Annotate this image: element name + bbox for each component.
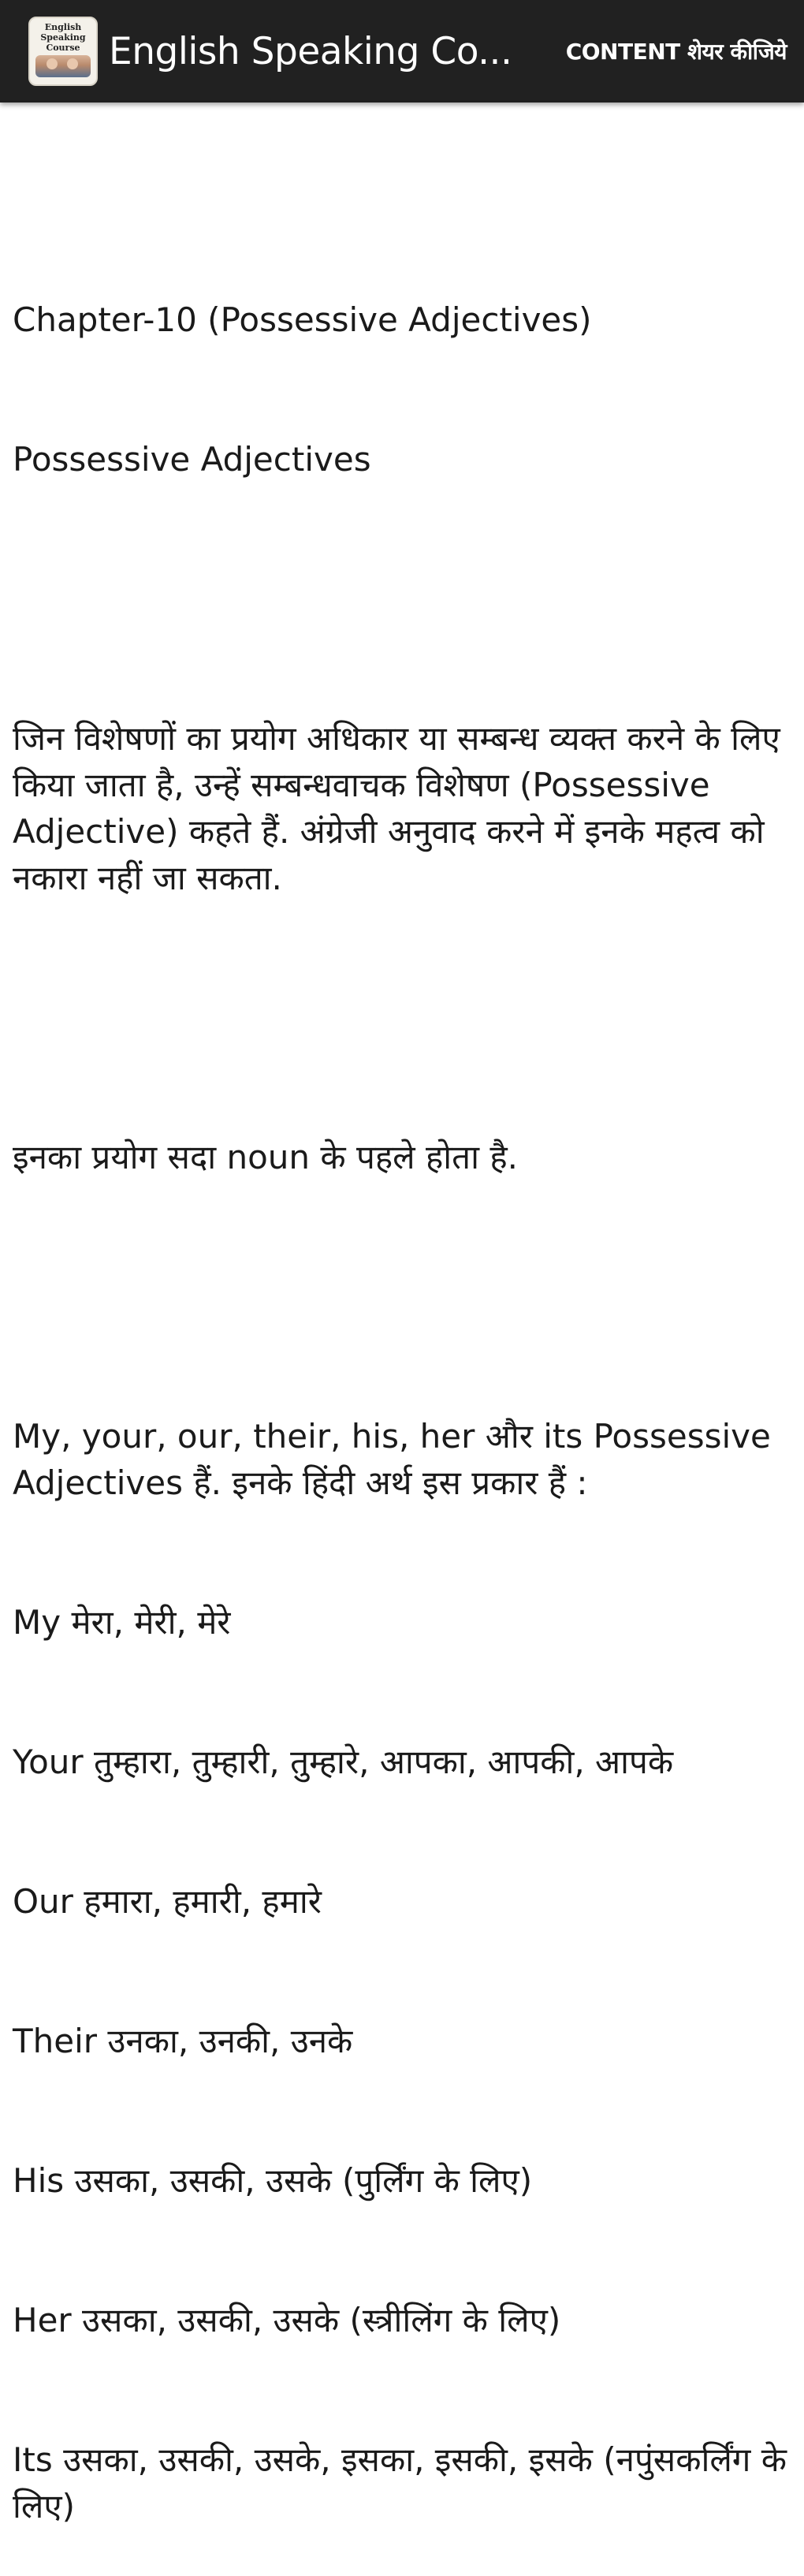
list-item: Your तुम्हारा, तुम्हारी, तुम्हारे, आपका, आपकी, आपके [13,1743,674,1781]
list-item: Our हमारा, हमारी, हमारे [13,1882,322,1921]
app-logo-photo [35,55,91,77]
list-item: My मेरा, मेरी, मेरे [13,1603,231,1642]
chapter-heading: Chapter-10 (Possessive Adjectives) [13,300,592,339]
paragraph-gap [13,576,793,622]
chapter-subheading: Possessive Adjectives [13,440,371,479]
list-item: Its उसका, उसकी, उसके, इसका, इसकी, इसके (नपुंसकर्लिंग के लिए) [13,2440,798,2526]
paragraph-gap [13,1273,793,1320]
list-item: His उसका, उसकी, उसके (पुर्लिंग के लिए) [13,2161,533,2200]
paragraph-gap [13,994,793,1041]
usage-paragraph: इनका प्रयोग सदा noun के पहले होता है. [13,1138,518,1176]
list-item: Her उसका, उसकी, उसके (स्त्रीलिंग के लिए) [13,2301,561,2339]
share-content-button[interactable]: CONTENT शेयर कीजिये [565,39,787,65]
app-logo-text-line: Speaking [40,32,86,43]
chapter-content [13,203,798,2576]
app-bar [0,0,804,103]
app-logo-icon[interactable] [28,17,98,86]
app-logo-text-line: English [44,22,82,32]
app-logo-text-line: Course [46,43,80,53]
list-item: Their उनका, उनकी, उनके [13,2022,353,2060]
intro-paragraph: जिन विशेषणों का प्रयोग अधिकार या सम्बन्ध व्यक्त करने के लिए किया जाता है, उन्हें सम्बन्धवाचक विशेषण (Possessive Adjective) कहते हैं. अंग्रेजी अनुवाद करने में इनके महत्व को नकारा नहीं जा सकता. [13,719,791,897]
list-intro-paragraph: My, your, our, their, his, her और its Possessive Adjectives हैं. इनके हिंदी अर्थ इस प्रकार हैं : [13,1417,782,1502]
app-title: English Speaking Co... [109,29,512,73]
